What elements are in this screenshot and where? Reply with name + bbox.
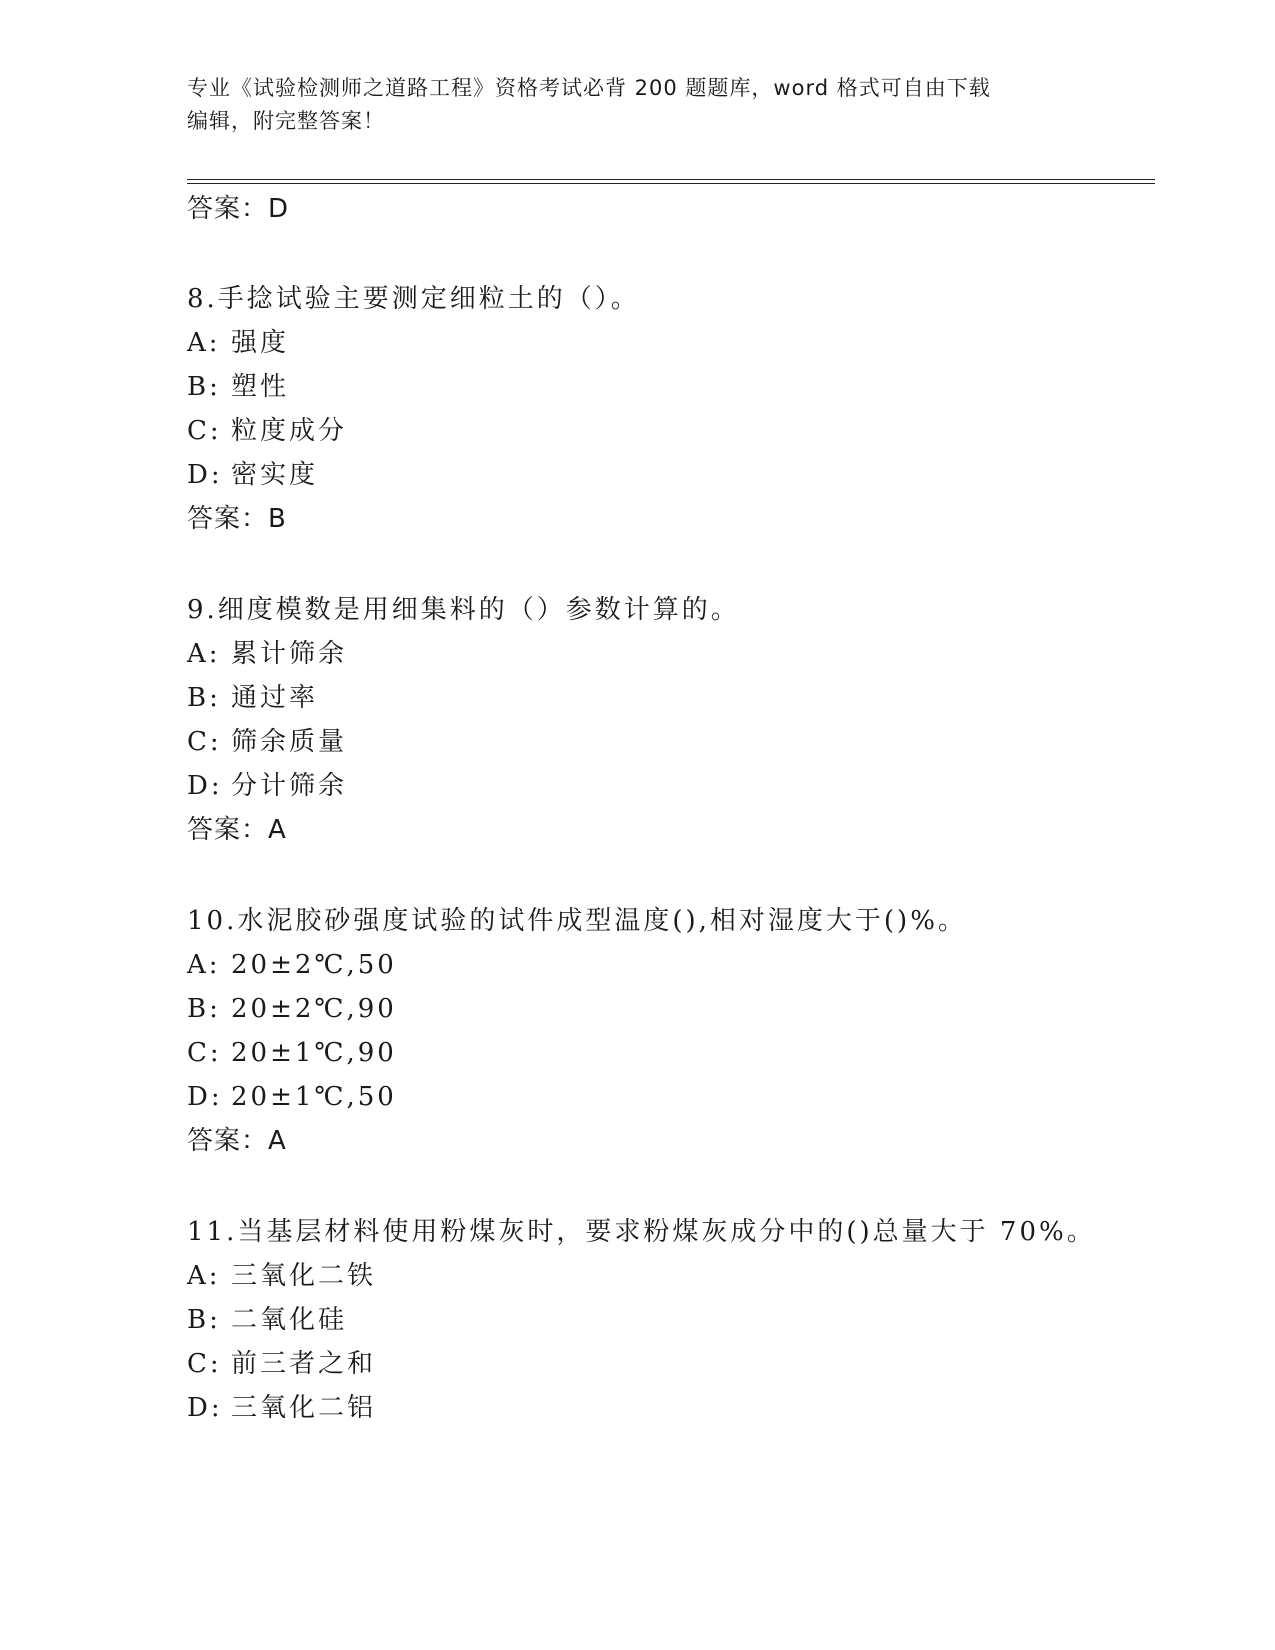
- option-text: 强度: [231, 328, 290, 358]
- question-8-answer: 答案：B: [187, 504, 287, 534]
- question-11-option-a: [187, 1259, 376, 1293]
- question-9-option-d: [187, 769, 347, 803]
- question-10-stem: 10.水泥胶砂强度试验的试件成型温度(),相对湿度大于()%。: [187, 906, 967, 936]
- header-title-line-2: 编辑，附完整答案！: [187, 109, 385, 133]
- question-10-option-a: [187, 948, 397, 982]
- option-text: 密实度: [231, 460, 319, 490]
- option-key: A:: [187, 328, 221, 358]
- header-divider-bottom: [187, 183, 1155, 184]
- option-key: C:: [187, 1038, 222, 1068]
- option-text: 分计筛余: [231, 771, 348, 801]
- option-text: 三氧化二铝: [231, 1393, 377, 1423]
- question-11-option-c: [187, 1347, 376, 1381]
- option-text: 粒度成分: [231, 416, 348, 446]
- question-10-option-c: [187, 1036, 397, 1070]
- question-10-option-d: [187, 1080, 397, 1114]
- question-8-option-d: [187, 458, 318, 492]
- option-text: 前三者之和: [231, 1349, 377, 1379]
- option-key: C:: [187, 1349, 222, 1379]
- option-key: B:: [187, 683, 221, 713]
- option-key: A:: [187, 639, 221, 669]
- option-text: 通过率: [231, 683, 319, 713]
- option-key: D:: [187, 1393, 223, 1423]
- option-key: B:: [187, 994, 221, 1024]
- question-11-option-b: [187, 1303, 347, 1337]
- option-key: B:: [187, 372, 221, 402]
- question-11-option-d: [187, 1391, 376, 1425]
- option-key: C:: [187, 727, 222, 757]
- option-text: 二氧化硅: [231, 1305, 348, 1335]
- question-10-answer: 答案：A: [187, 1126, 287, 1156]
- header-divider-top: [187, 179, 1155, 180]
- question-9-option-c: [187, 725, 347, 759]
- option-key: A:: [187, 1261, 221, 1291]
- question-9-answer: 答案：A: [187, 815, 287, 845]
- previous-answer: 答案：D: [187, 194, 290, 224]
- option-key: D:: [187, 460, 223, 490]
- question-10-option-b: [187, 992, 397, 1026]
- option-text: 累计筛余: [231, 639, 348, 669]
- option-text: 20±2℃,90: [231, 994, 397, 1024]
- question-8-stem: 8.手捻试验主要测定细粒土的（）。: [187, 284, 640, 314]
- question-9-option-b: [187, 681, 318, 715]
- option-text: 20±2℃,50: [231, 950, 397, 980]
- option-text: 塑性: [231, 372, 290, 402]
- question-9-option-a: [187, 637, 347, 671]
- option-key: A:: [187, 950, 221, 980]
- option-key: B:: [187, 1305, 221, 1335]
- option-text: 20±1℃,90: [231, 1038, 397, 1068]
- option-text: 20±1℃,50: [231, 1082, 397, 1112]
- option-key: C:: [187, 416, 222, 446]
- option-text: 筛余质量: [231, 727, 348, 757]
- question-8-option-c: [187, 414, 347, 448]
- question-11-stem: 11.当基层材料使用粉煤灰时，要求粉煤灰成分中的()总量大于 70%。: [187, 1217, 1096, 1247]
- question-9-stem: 9.细度模数是用细集料的（）参数计算的。: [187, 595, 740, 625]
- question-8-option-a: [187, 326, 289, 360]
- option-key: D:: [187, 1082, 223, 1112]
- option-text: 三氧化二铁: [231, 1261, 377, 1291]
- document-header: [187, 72, 1087, 138]
- option-key: D:: [187, 771, 223, 801]
- header-title-line-1: 专业《试验检测师之道路工程》资格考试必背 200 题题库，word 格式可自由下载: [187, 76, 991, 100]
- question-8-option-b: [187, 370, 289, 404]
